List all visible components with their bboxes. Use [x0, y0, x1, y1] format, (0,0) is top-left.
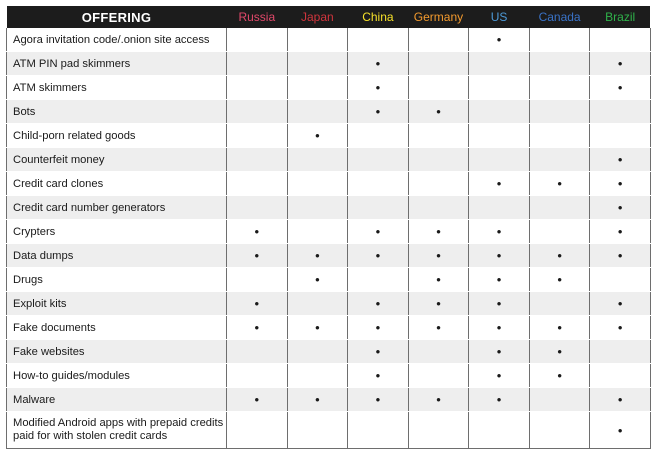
- bullet-mark: •: [496, 368, 502, 383]
- bullet-mark: •: [436, 104, 441, 119]
- mark-cell-canada: [529, 340, 590, 364]
- mark-cell-canada: [529, 172, 590, 196]
- mark-cell-china: [348, 364, 409, 388]
- bullet-mark: •: [375, 224, 381, 239]
- mark-cell-japan: [287, 412, 348, 449]
- bullet-mark: •: [617, 248, 623, 263]
- mark-cell-germany: [408, 196, 469, 220]
- bullet-mark: •: [315, 128, 320, 143]
- mark-cell-russia: [227, 52, 288, 76]
- mark-cell-china: [348, 52, 409, 76]
- mark-cell-canada: [529, 316, 590, 340]
- mark-cell-us: [469, 340, 530, 364]
- country-header-canada: Canada: [529, 6, 590, 28]
- mark-cell-china: [348, 100, 409, 124]
- mark-cell-japan: [287, 28, 348, 52]
- bullet-mark: •: [496, 176, 502, 191]
- mark-cell-us: [469, 28, 530, 52]
- mark-cell-brazil: [590, 388, 651, 412]
- table-row: [7, 100, 651, 124]
- bullet-mark: •: [617, 152, 623, 167]
- mark-cell-china: [348, 292, 409, 316]
- offering-label: Malware: [7, 388, 227, 412]
- mark-cell-japan: [287, 316, 348, 340]
- mark-cell-japan: [287, 292, 348, 316]
- mark-cell-japan: [287, 172, 348, 196]
- bullet-mark: •: [557, 320, 562, 335]
- mark-cell-russia: [227, 76, 288, 100]
- bullet-mark: •: [496, 272, 502, 287]
- mark-cell-japan: [287, 340, 348, 364]
- country-header-germany: Germany: [408, 6, 469, 28]
- bullet-mark: •: [496, 296, 502, 311]
- bullet-mark: •: [375, 56, 381, 71]
- bullet-mark: •: [375, 248, 381, 263]
- offering-label: Fake websites: [7, 340, 227, 364]
- mark-cell-china: [348, 388, 409, 412]
- mark-cell-brazil: [590, 148, 651, 172]
- offering-label: ATM skimmers: [7, 76, 227, 100]
- mark-cell-canada: [529, 100, 590, 124]
- table-row: [7, 268, 651, 292]
- mark-cell-germany: [408, 52, 469, 76]
- offering-label: Data dumps: [7, 244, 227, 268]
- mark-cell-brazil: [590, 220, 651, 244]
- mark-cell-canada: [529, 196, 590, 220]
- bullet-mark: •: [375, 80, 381, 95]
- table-row: [7, 388, 651, 412]
- mark-cell-japan: [287, 244, 348, 268]
- mark-cell-russia: [227, 172, 288, 196]
- bullet-mark: •: [254, 248, 260, 263]
- mark-cell-japan: [287, 364, 348, 388]
- bullet-mark: •: [557, 344, 562, 359]
- mark-cell-germany: [408, 220, 469, 244]
- mark-cell-brazil: [590, 124, 651, 148]
- bullet-mark: •: [375, 104, 381, 119]
- mark-cell-japan: [287, 388, 348, 412]
- bullet-mark: •: [496, 248, 502, 263]
- bullet-mark: •: [254, 296, 260, 311]
- table-row: [7, 52, 651, 76]
- offering-label: Fake documents: [7, 316, 227, 340]
- mark-cell-brazil: [590, 28, 651, 52]
- mark-cell-germany: [408, 244, 469, 268]
- offering-label: Exploit kits: [7, 292, 227, 316]
- offering-label: Drugs: [7, 268, 227, 292]
- bullet-mark: •: [496, 392, 502, 407]
- bullet-mark: •: [496, 32, 502, 47]
- mark-cell-germany: [408, 364, 469, 388]
- mark-cell-brazil: [590, 364, 651, 388]
- mark-cell-canada: [529, 220, 590, 244]
- table-row: [7, 316, 651, 340]
- mark-cell-germany: [408, 268, 469, 292]
- bullet-mark: •: [496, 224, 502, 239]
- bullet-mark: •: [375, 296, 381, 311]
- mark-cell-us: [469, 220, 530, 244]
- mark-cell-russia: [227, 268, 288, 292]
- mark-cell-russia: [227, 340, 288, 364]
- table-row: [7, 244, 651, 268]
- bullet-mark: •: [375, 392, 381, 407]
- mark-cell-russia: [227, 244, 288, 268]
- mark-cell-brazil: [590, 268, 651, 292]
- table-row: [7, 76, 651, 100]
- mark-cell-canada: [529, 124, 590, 148]
- mark-cell-germany: [408, 172, 469, 196]
- mark-cell-us: [469, 268, 530, 292]
- mark-cell-china: [348, 76, 409, 100]
- offerings-table-container: [6, 6, 650, 449]
- bullet-mark: •: [617, 56, 623, 71]
- mark-cell-us: [469, 316, 530, 340]
- bullet-mark: •: [375, 368, 381, 383]
- offering-label: Crypters: [7, 220, 227, 244]
- bullet-mark: •: [254, 224, 260, 239]
- bullet-mark: •: [436, 296, 441, 311]
- mark-cell-us: [469, 76, 530, 100]
- mark-cell-us: [469, 172, 530, 196]
- table-row: [7, 412, 651, 449]
- table-row: [7, 364, 651, 388]
- mark-cell-canada: [529, 76, 590, 100]
- mark-cell-japan: [287, 268, 348, 292]
- mark-cell-russia: [227, 364, 288, 388]
- mark-cell-us: [469, 124, 530, 148]
- mark-cell-germany: [408, 388, 469, 412]
- mark-cell-brazil: [590, 316, 651, 340]
- mark-cell-brazil: [590, 412, 651, 449]
- mark-cell-canada: [529, 28, 590, 52]
- mark-cell-canada: [529, 244, 590, 268]
- mark-cell-japan: [287, 52, 348, 76]
- bullet-mark: •: [375, 344, 381, 359]
- mark-cell-canada: [529, 292, 590, 316]
- bullet-mark: •: [496, 320, 502, 335]
- bullet-mark: •: [436, 248, 441, 263]
- bullet-mark: •: [557, 176, 562, 191]
- mark-cell-germany: [408, 148, 469, 172]
- table-row: [7, 124, 651, 148]
- mark-cell-canada: [529, 412, 590, 449]
- mark-cell-russia: [227, 124, 288, 148]
- mark-cell-us: [469, 292, 530, 316]
- country-header-japan: Japan: [287, 6, 348, 28]
- bullet-mark: •: [436, 320, 441, 335]
- bullet-mark: •: [617, 80, 623, 95]
- mark-cell-china: [348, 220, 409, 244]
- offering-label: Modified Android apps with prepaid credits paid for with stolen credit cards: [7, 412, 227, 449]
- country-header-brazil: Brazil: [590, 6, 651, 28]
- mark-cell-china: [348, 340, 409, 364]
- mark-cell-us: [469, 412, 530, 449]
- bullet-mark: •: [315, 392, 320, 407]
- mark-cell-brazil: [590, 52, 651, 76]
- mark-cell-canada: [529, 268, 590, 292]
- country-header-russia: Russia: [227, 6, 288, 28]
- table-row: [7, 28, 651, 52]
- mark-cell-us: [469, 364, 530, 388]
- bullet-mark: •: [617, 200, 623, 215]
- mark-cell-germany: [408, 340, 469, 364]
- mark-cell-japan: [287, 196, 348, 220]
- mark-cell-russia: [227, 292, 288, 316]
- mark-cell-brazil: [590, 172, 651, 196]
- bullet-mark: •: [315, 248, 320, 263]
- mark-cell-china: [348, 244, 409, 268]
- offering-label: Bots: [7, 100, 227, 124]
- mark-cell-us: [469, 388, 530, 412]
- bullet-mark: •: [617, 392, 623, 407]
- bullet-mark: •: [254, 392, 260, 407]
- mark-cell-japan: [287, 100, 348, 124]
- bullet-mark: •: [375, 320, 381, 335]
- mark-cell-germany: [408, 28, 469, 52]
- mark-cell-canada: [529, 52, 590, 76]
- offering-header: OFFERING: [7, 6, 227, 28]
- mark-cell-japan: [287, 124, 348, 148]
- bullet-mark: •: [436, 272, 441, 287]
- mark-cell-china: [348, 268, 409, 292]
- bullet-mark: •: [557, 368, 562, 383]
- table-row: [7, 340, 651, 364]
- mark-cell-japan: [287, 76, 348, 100]
- mark-cell-us: [469, 244, 530, 268]
- table-row: [7, 220, 651, 244]
- mark-cell-canada: [529, 148, 590, 172]
- mark-cell-us: [469, 100, 530, 124]
- mark-cell-russia: [227, 28, 288, 52]
- mark-cell-brazil: [590, 292, 651, 316]
- bullet-mark: •: [496, 344, 502, 359]
- mark-cell-russia: [227, 220, 288, 244]
- mark-cell-china: [348, 172, 409, 196]
- mark-cell-germany: [408, 412, 469, 449]
- offering-label: ATM PIN pad skimmers: [7, 52, 227, 76]
- bullet-mark: •: [436, 224, 441, 239]
- table-body: [7, 28, 651, 449]
- mark-cell-china: [348, 412, 409, 449]
- mark-cell-china: [348, 196, 409, 220]
- country-header-china: China: [348, 6, 409, 28]
- bullet-mark: •: [557, 248, 562, 263]
- country-header-us: US: [469, 6, 530, 28]
- header-row: [7, 6, 651, 28]
- table-row: [7, 172, 651, 196]
- bullet-mark: •: [557, 272, 562, 287]
- table-row: [7, 292, 651, 316]
- table-row: [7, 196, 651, 220]
- mark-cell-canada: [529, 364, 590, 388]
- table-row: [7, 148, 651, 172]
- mark-cell-us: [469, 196, 530, 220]
- bullet-mark: •: [436, 392, 441, 407]
- bullet-mark: •: [315, 272, 320, 287]
- mark-cell-us: [469, 52, 530, 76]
- mark-cell-germany: [408, 292, 469, 316]
- mark-cell-japan: [287, 220, 348, 244]
- mark-cell-china: [348, 316, 409, 340]
- mark-cell-russia: [227, 316, 288, 340]
- bullet-mark: •: [617, 224, 623, 239]
- offering-label: Credit card clones: [7, 172, 227, 196]
- mark-cell-china: [348, 148, 409, 172]
- mark-cell-russia: [227, 148, 288, 172]
- mark-cell-germany: [408, 76, 469, 100]
- mark-cell-canada: [529, 388, 590, 412]
- mark-cell-brazil: [590, 100, 651, 124]
- bullet-mark: •: [254, 320, 260, 335]
- mark-cell-russia: [227, 412, 288, 449]
- offering-label: Counterfeit money: [7, 148, 227, 172]
- mark-cell-germany: [408, 100, 469, 124]
- offerings-table: [6, 6, 651, 449]
- mark-cell-us: [469, 148, 530, 172]
- mark-cell-russia: [227, 388, 288, 412]
- mark-cell-china: [348, 28, 409, 52]
- bullet-mark: •: [617, 296, 623, 311]
- mark-cell-china: [348, 124, 409, 148]
- bullet-mark: •: [315, 320, 320, 335]
- bullet-mark: •: [617, 320, 623, 335]
- offering-label: Credit card number generators: [7, 196, 227, 220]
- bullet-mark: •: [617, 176, 623, 191]
- mark-cell-brazil: [590, 340, 651, 364]
- bullet-mark: •: [617, 422, 623, 438]
- offering-label: How-to guides/modules: [7, 364, 227, 388]
- mark-cell-germany: [408, 124, 469, 148]
- offering-label: Agora invitation code/.onion site access: [7, 28, 227, 52]
- mark-cell-brazil: [590, 196, 651, 220]
- offering-label: Child-porn related goods: [7, 124, 227, 148]
- mark-cell-russia: [227, 196, 288, 220]
- mark-cell-germany: [408, 316, 469, 340]
- mark-cell-russia: [227, 100, 288, 124]
- mark-cell-brazil: [590, 244, 651, 268]
- mark-cell-brazil: [590, 76, 651, 100]
- mark-cell-japan: [287, 148, 348, 172]
